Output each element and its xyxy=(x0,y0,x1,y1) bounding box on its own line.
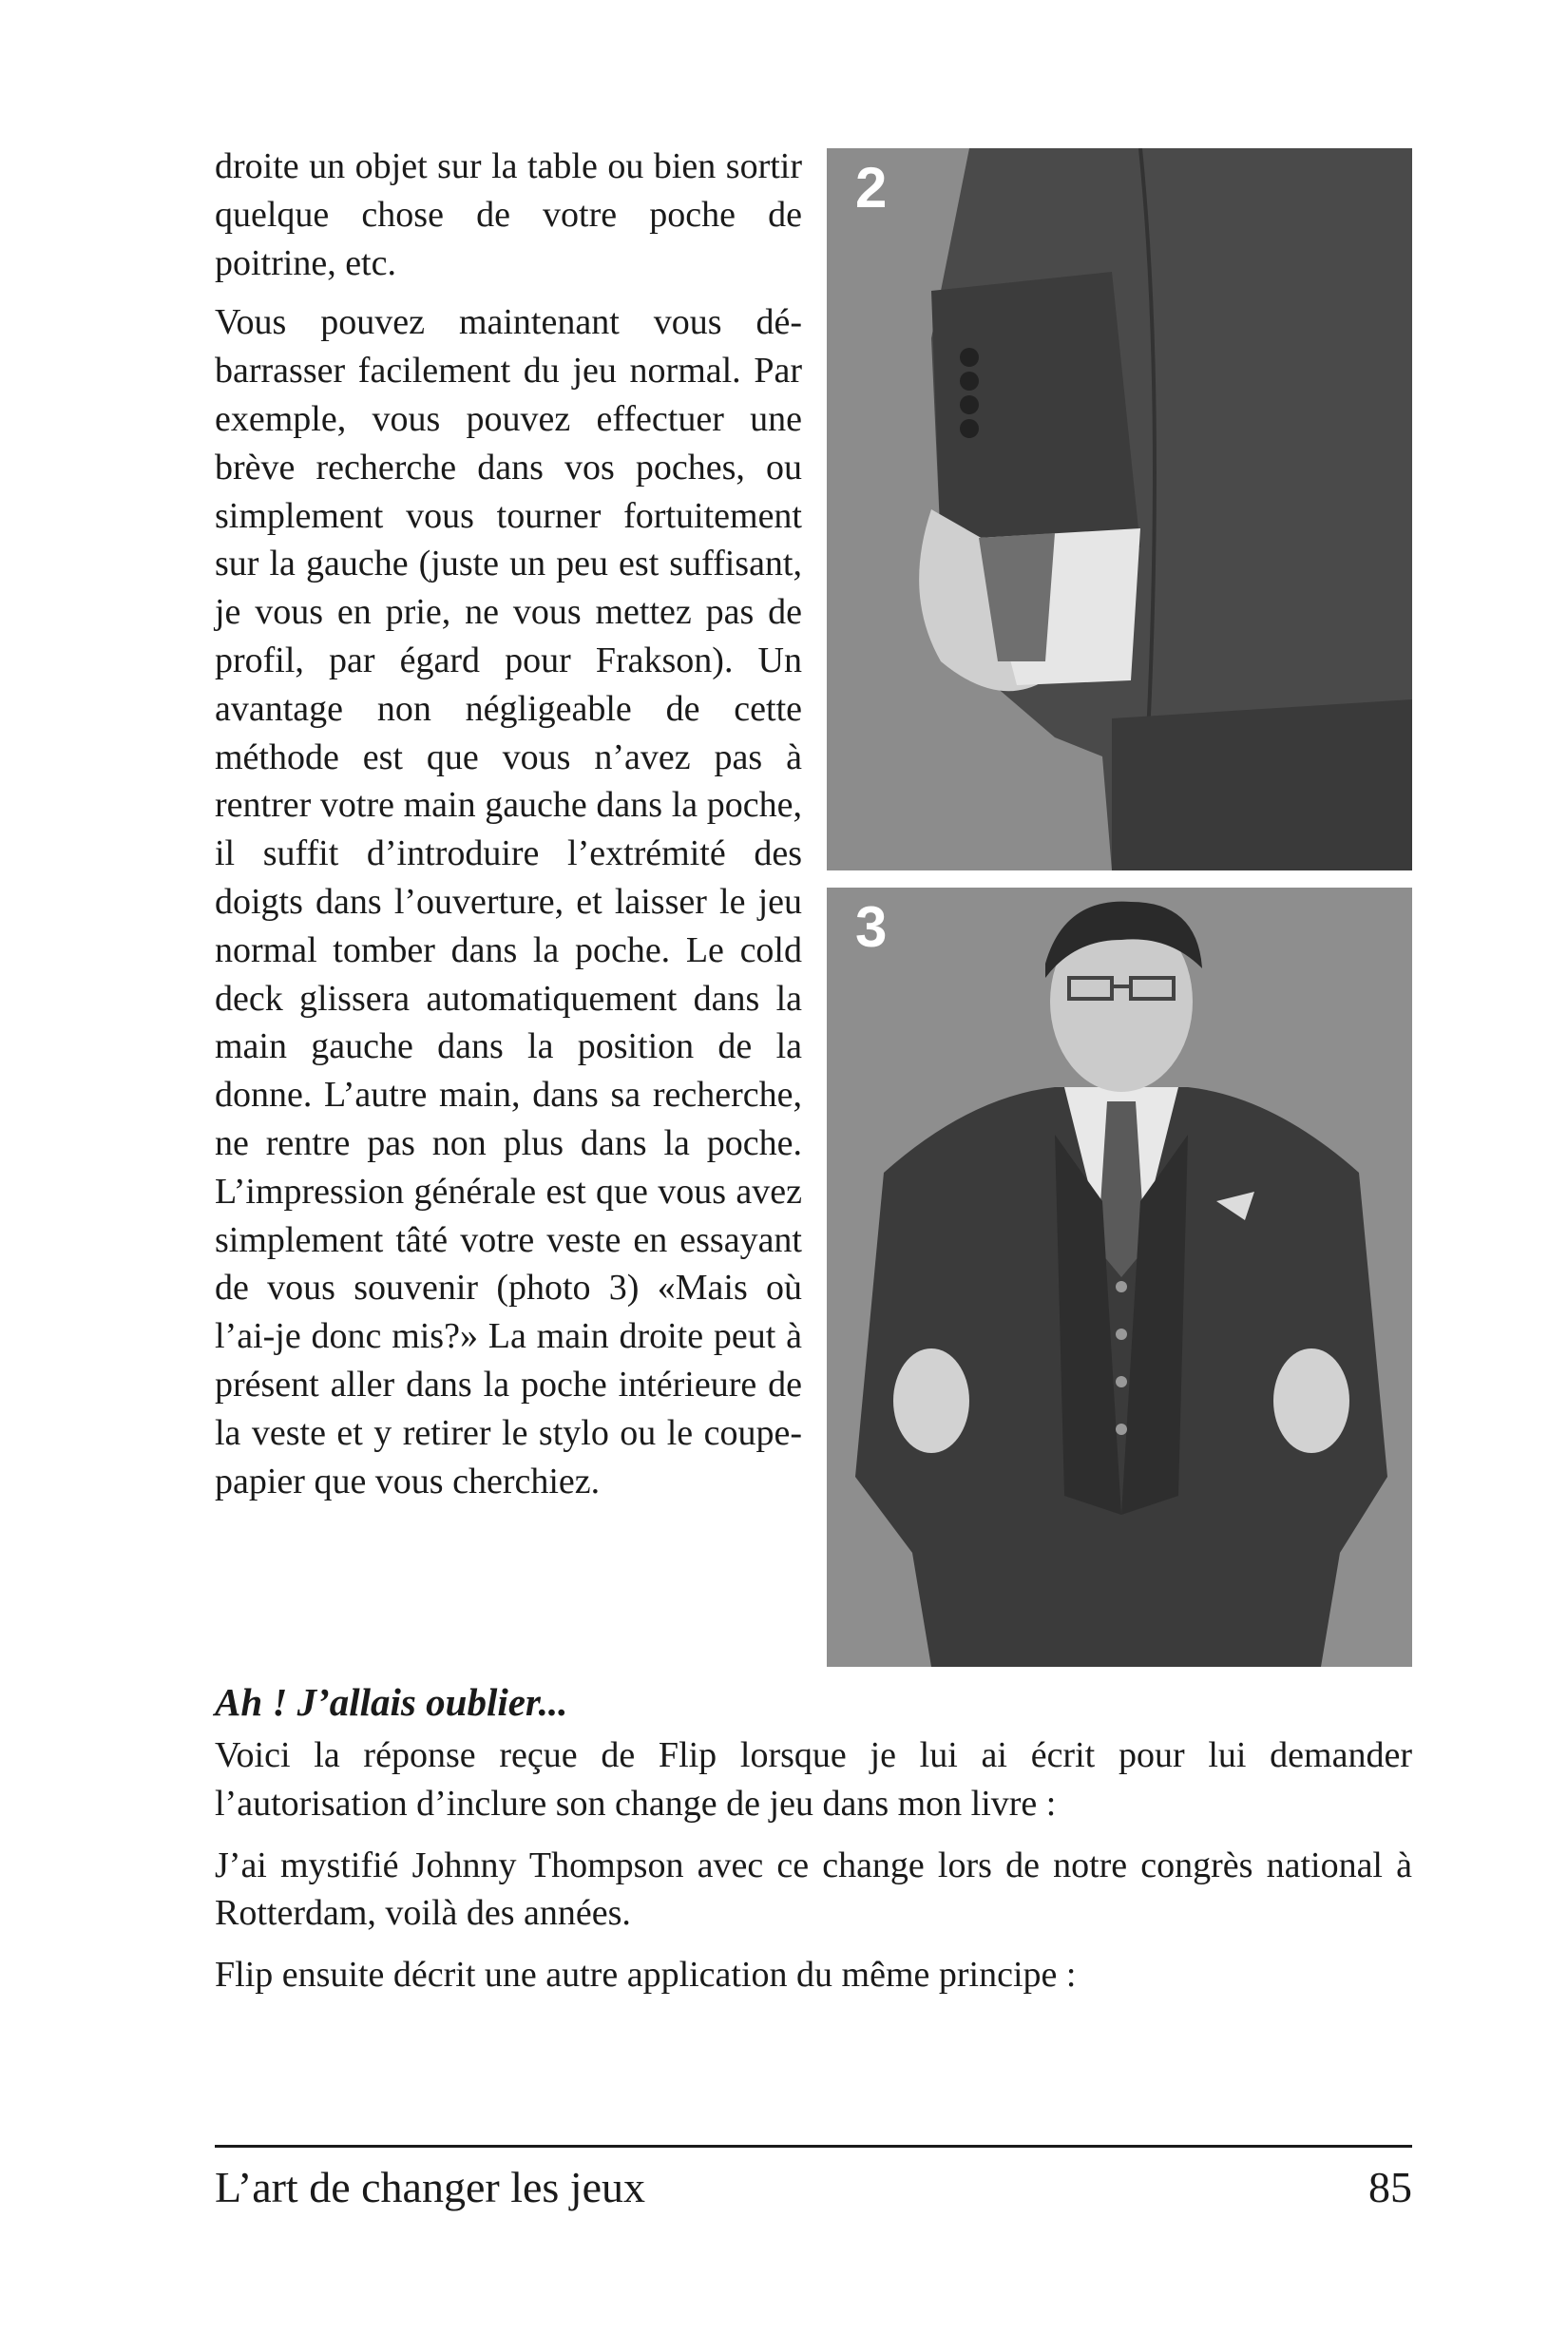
paragraph: Flip ensuite décrit une autre application du même principe : xyxy=(215,1955,1077,1996)
photo-2-hand-with-deck xyxy=(827,148,1412,870)
photo-number: 3 xyxy=(855,895,888,959)
photo-3-man-in-suit xyxy=(827,888,1412,1667)
paragraph: droite un objet sur la table ou bien sortir quelque chose de votre poche de poitrine, etc. xyxy=(215,146,802,283)
photo-3-image xyxy=(827,888,1412,1667)
page-number: 85 xyxy=(1368,2163,1412,2211)
paragraph: Voici la réponse reçue de Flip lorsque je lui ai écrit pour lui demander l’autorisation d’inclure son change de jeu dans mon livre : xyxy=(215,1735,1412,1824)
photo-2-image xyxy=(827,148,1412,870)
running-footer-title: L’art de changer les jeux xyxy=(215,2163,645,2211)
paragraph: Vous pouvez maintenant vous débarrasser facilement du jeu normal. Par exemple, vous pouvez effectuer une brève recherche dans vos poches, ou simplement vous tourner fortuitement sur la gauche (juste un peu est suffisant, je vous en prie, ne vous mettez pas de profil, par égard pour Frakson). Un avantage non négligeable de cette méthode est que vous n’avez pas à rentrer votre main gauche dans la poche, il suffit d’introduire l’extrémité des doigts dans l’ouverture, et laisser le jeu normal tomber dans la poche. Le cold deck glissera automatiquement dans la main gauche dans la position de la donne. L’autre main, dans sa recherche, ne rentre pas non plus dans la poche. L’impression générale est que vous avez simplement tâté votre veste en essayant de vous souvenir (photo 3) «Mais où l’ai-je donc mis?» La main droite peut à présent aller dans la poche intérieure de la veste et y retirer le stylo ou le coupe-papier que vous cherchiez. xyxy=(215,302,802,1501)
photo-number: 2 xyxy=(855,156,888,220)
footer-rule xyxy=(215,2145,1412,2148)
section-body xyxy=(215,1731,1412,2013)
paragraph: J’ai mystifié Johnny Thompson avec ce change lors de notre congrès national à Rotterdam, voilà des années. xyxy=(215,1845,1412,1934)
section-heading: Ah ! J’allais oublier... xyxy=(215,1680,568,1724)
text-column xyxy=(215,143,802,1517)
